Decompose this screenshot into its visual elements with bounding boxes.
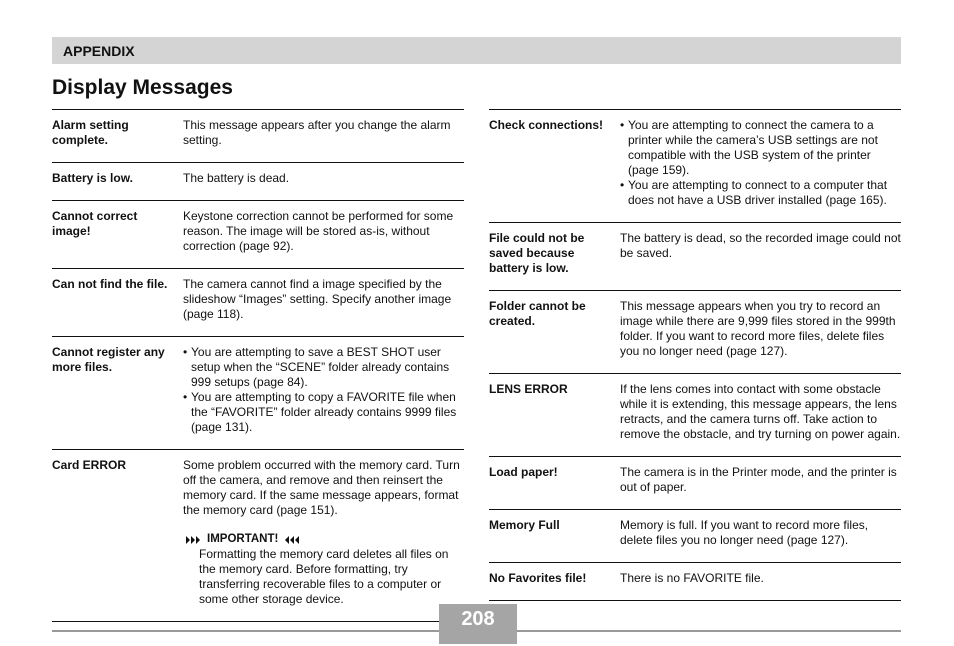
message-term: Memory Full xyxy=(489,518,560,532)
message-term: No Favorites file! xyxy=(489,571,587,585)
important-left-icon xyxy=(185,535,203,545)
message-row xyxy=(489,373,901,456)
important-right-icon xyxy=(282,535,300,545)
bullet-item: • You are attempting to copy a FAVORITE file when the “FAVORITE” folder already contains 9999 files (page 131). xyxy=(183,390,464,435)
description-text: Memory is full. If you want to record more files, delete files you no longer need (page 127). xyxy=(620,518,869,547)
important-label: IMPORTANT! xyxy=(207,533,279,545)
message-description xyxy=(620,231,901,276)
message-term: Alarm setting complete. xyxy=(52,118,129,147)
message-row xyxy=(52,268,464,336)
message-row xyxy=(52,109,464,162)
message-description xyxy=(183,118,464,148)
message-row xyxy=(52,336,464,449)
message-description xyxy=(183,458,464,607)
description-text: The camera cannot find a image specified by the slideshow “Images” setting. Specify another image (page 118). xyxy=(183,277,452,321)
message-term: Load paper! xyxy=(489,465,558,479)
message-term: File could not be saved because battery is low. xyxy=(489,231,585,275)
message-description xyxy=(183,171,464,186)
message-row xyxy=(52,449,464,622)
message-term: Battery is low. xyxy=(52,171,133,185)
message-term: Can not find the file. xyxy=(52,277,168,291)
message-description xyxy=(183,345,464,435)
message-row xyxy=(489,290,901,373)
message-description xyxy=(183,209,464,254)
description-text: The battery is dead, so the recorded image could not be saved. xyxy=(620,231,901,260)
left-message-table xyxy=(52,109,464,622)
message-term: LENS ERROR xyxy=(489,382,568,396)
message-term: Cannot register any more files. xyxy=(52,345,165,374)
description-text: The camera is in the Printer mode, and the printer is out of paper. xyxy=(620,465,897,494)
message-row xyxy=(489,222,901,290)
description-text: There is no FAVORITE file. xyxy=(620,571,764,585)
message-description xyxy=(620,118,901,208)
message-row xyxy=(52,200,464,268)
description-text: This message appears when you try to record an image while there are 9,999 files stored in the 999th folder. If you want to record more files, delete files you no longer need (page 127). xyxy=(620,299,896,358)
bullet-item: • You are attempting to save a BEST SHOT user setup when the “SCENE” folder already contains 999 setups (page 84). xyxy=(183,345,464,390)
description-text: Keystone correction cannot be performed for some reason. The image will be stored as-is, without correction (page 92). xyxy=(183,209,454,253)
right-message-table xyxy=(489,109,901,601)
section-header-bar xyxy=(52,37,901,64)
important-note xyxy=(183,532,464,607)
message-description xyxy=(620,465,901,495)
description-text: If the lens comes into contact with some obstacle while it is extending, this message appears, the lens retracts, and the camera turns off. Take action to remove the obstacle, and try turning on power again. xyxy=(620,382,901,441)
message-term: Folder cannot be created. xyxy=(489,299,586,328)
message-row xyxy=(489,456,901,509)
message-description xyxy=(620,382,901,442)
description-text: The battery is dead. xyxy=(183,171,290,185)
message-row xyxy=(489,562,901,601)
message-row xyxy=(489,509,901,562)
message-description xyxy=(620,299,901,359)
page-number: 208 xyxy=(461,608,495,630)
important-text: Formatting the memory card deletes all files on the memory card. Before formatting, try transferring recoverable files to a computer or some other storage device. xyxy=(199,547,449,606)
message-term: Card ERROR xyxy=(52,458,127,472)
bullet-item: • You are attempting to connect to a computer that does not have a USB driver installed (page 165). xyxy=(620,178,901,208)
message-description xyxy=(620,571,901,586)
message-term: Cannot correct image! xyxy=(52,209,138,238)
message-row xyxy=(489,109,901,222)
message-row xyxy=(52,162,464,200)
page-title: Display Messages xyxy=(52,76,233,99)
description-text: This message appears after you change the alarm setting. xyxy=(183,118,451,147)
bullet-item: • You are attempting to connect the camera to a printer while the camera’s USB settings are not compatible with the USB system of the printer (page 159). xyxy=(620,118,901,178)
description-text: Some problem occurred with the memory card. Turn off the camera, and remove and then reinsert the memory card. If the same message appears, format the memory card (page 151). xyxy=(183,458,460,517)
section-header-label: APPENDIX xyxy=(63,43,135,59)
message-term: Check connections! xyxy=(489,118,604,132)
message-description xyxy=(620,518,901,548)
page-number-badge xyxy=(439,604,517,644)
message-description xyxy=(183,277,464,322)
